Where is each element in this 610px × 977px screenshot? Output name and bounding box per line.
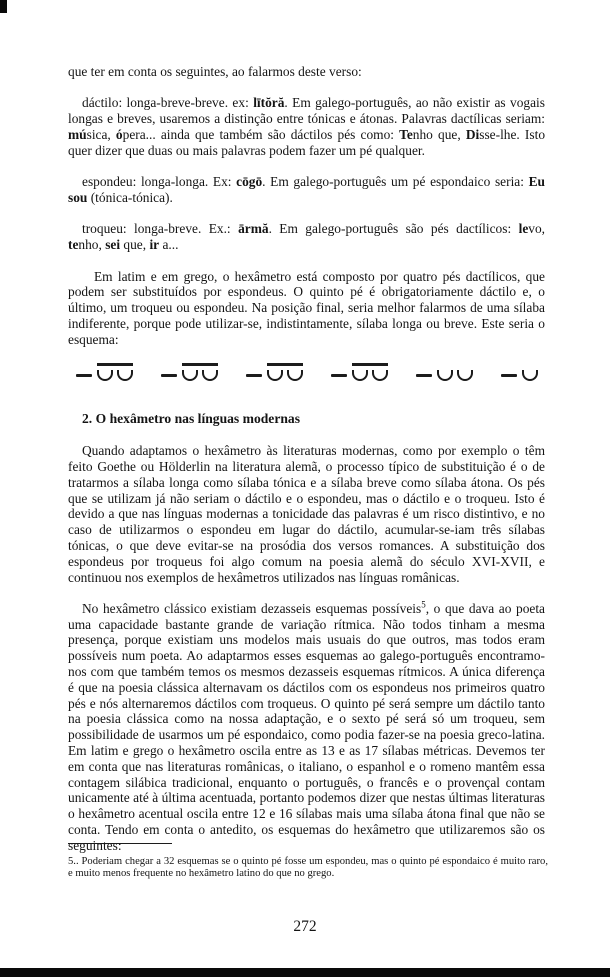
longum-icon <box>246 374 262 377</box>
scan-artifact-bottom-bar <box>0 968 610 977</box>
longum-icon <box>501 374 517 377</box>
breve-icon <box>372 370 388 381</box>
paragraph-hexametro-classico: Em latim e em grego, o hexâmetro está composto por quatro pés dactílicos, que podem ser substituídos por espondeus. O quinto pé é obrigatoriamente dáctilo e, o último, um troqueu ou espondeu. Na posição final, seria melhor falarmos de uma sílaba indiferente, porque pode utilizar-se, indistintamente, sílaba longa ou breve. Este seria o esquema: <box>68 268 545 347</box>
breve-icon <box>182 370 198 381</box>
breve-icon <box>287 370 303 381</box>
metrical-schema <box>68 363 545 389</box>
footnote-separator <box>68 843 172 844</box>
paragraph-intro: que ter em conta os seguintes, ao falarmos deste verso: <box>68 64 362 79</box>
paragraph-troqueu: troqueu: longa-breve. Ex.: ārmă. Em galego-português são pés dactílicos: levo, tenho, sei que, ir a... <box>68 221 546 253</box>
text-block <box>68 64 545 869</box>
paragraph-espondeu: espondeu: longa-longa. Ex: cōgō. Em galego-português um pé espondaico seria: Eu sou (tónica-tónica). <box>68 174 545 205</box>
breve-icon <box>202 370 218 381</box>
breve-icon <box>352 370 368 381</box>
breve-icon <box>117 370 133 381</box>
breve-group <box>437 363 473 381</box>
breve-group-overline <box>182 363 218 381</box>
scan-artifact-topleft <box>0 0 7 13</box>
breve-group-overline <box>352 363 388 381</box>
metrical-foot <box>331 363 388 381</box>
footnote: 5.. Poderiam chegar a 32 esquemas se o quinto pé fosse um espondeu, mas o quinto pé espondaico é muito raro, e muito menos frequente no hexâmetro latino do que no grego. <box>68 856 548 880</box>
breve-icon <box>267 370 283 381</box>
breve-group-overline <box>267 363 303 381</box>
metrical-foot <box>416 363 473 381</box>
longum-icon <box>161 374 177 377</box>
paragraph-dactilo: dáctilo: longa-breve-breve. ex: lītŏră. Em galego-português, ao não existir as vogais longas e breves, usaremos a distinção entre tónicas e átonas. Palavras dactílicas seriam: música, ópera... ainda que também são dáctilos pés como: Tenho que, Disse-lhe. Isto quer dizer que duas ou mais palavras podem fazer um pé qualquer. <box>68 95 546 158</box>
breve-icon <box>522 370 538 381</box>
paragraph-esquemas: No hexâmetro clássico existiam dezasseis esquemas possíveis$^5$, o que dava ao poeta uma capacidade bastante grande de variação rítmica. Não todos tinham a mesma presença, porque existiam uns modelos mais usuais do que outros, mas todos eram possíveis num poeta. Ao adaptarmos esses esquemas ao galego-português encontramo-nos com que também temos os mesmos dezasseis esquemas rítmicos. A única diferença é que na poesia clássica alternavam os dáctilos com os espondeus nos primeiros quatro pés e nós alternaremos dáctilos com troqueus. O quinto pé será sempre um dáctilo tanto na poesia clássica como na nossa adaptação, e o sexto pé será só um troqueu, sem possibilidade de usarmos um pé espondaico, como podia fazer-se na poesia greco-latina. Em latim e grego o hexâmetro oscila entre as 13 e as 17 sílabas métricas. Devemos ter em conta que nas literaturas românicas, o italiano, o espanhol e o romeno mantêm essa contagem silábica tradicional, enquanto o português, o francês e o provençal contam unicamente até à última acentuada, portanto podemos dizer que nestas últimas literaturas o hexâmetro acentual oscila entre 12 e 16 sílabas mais uma sílaba átona final que não se conta. Tendo em conta o antedito, os esquemas do hexâmetro que utilizaremos são os seguintes: <box>68 599 545 853</box>
longum-icon <box>416 374 432 377</box>
metrical-foot <box>246 363 303 381</box>
section-heading: 2. O hexâmetro nas línguas modernas <box>82 411 301 427</box>
footnote-area <box>68 843 548 881</box>
breve-icon <box>437 370 453 381</box>
breve-icon <box>97 370 113 381</box>
breve-group-overline <box>97 363 133 381</box>
breve-icon <box>457 370 473 381</box>
paragraph-linguas-modernas: Quando adaptamos o hexâmetro às literaturas modernas, como por exemplo o têm feito Goethe ou Hölderlin na literatura alemã, o processo típico de substituição é o de tratarmos a sílaba longa como sílaba tónica e a sílaba breve como sílaba átona. Os pés que se utilizam já não seriam o dáctilo e o espondeu, mas o dáctilo e o troqueu. Isto é devido a que nas línguas modernas a tonicidade das palavras é um risco distintivo, e no caso de utilizarmos o espondeu em lugar do dáctilo, acumular-se-iam três sílabas tónicas, o que deve evitar-se na prosódia dos versos romances. A substituição dos espondeus por troqueus foi algo comum na poesia alemã do século XVI-XVII, e continuou nos exemplos de hexâmetros utilizados nas línguas românicas. <box>68 443 545 585</box>
page-number: 272 <box>293 918 317 935</box>
breve-group <box>522 363 538 381</box>
metrical-foot <box>501 363 538 381</box>
metrical-foot <box>161 363 218 381</box>
metrical-foot <box>76 363 133 381</box>
longum-icon <box>331 374 347 377</box>
longum-icon <box>76 374 92 377</box>
